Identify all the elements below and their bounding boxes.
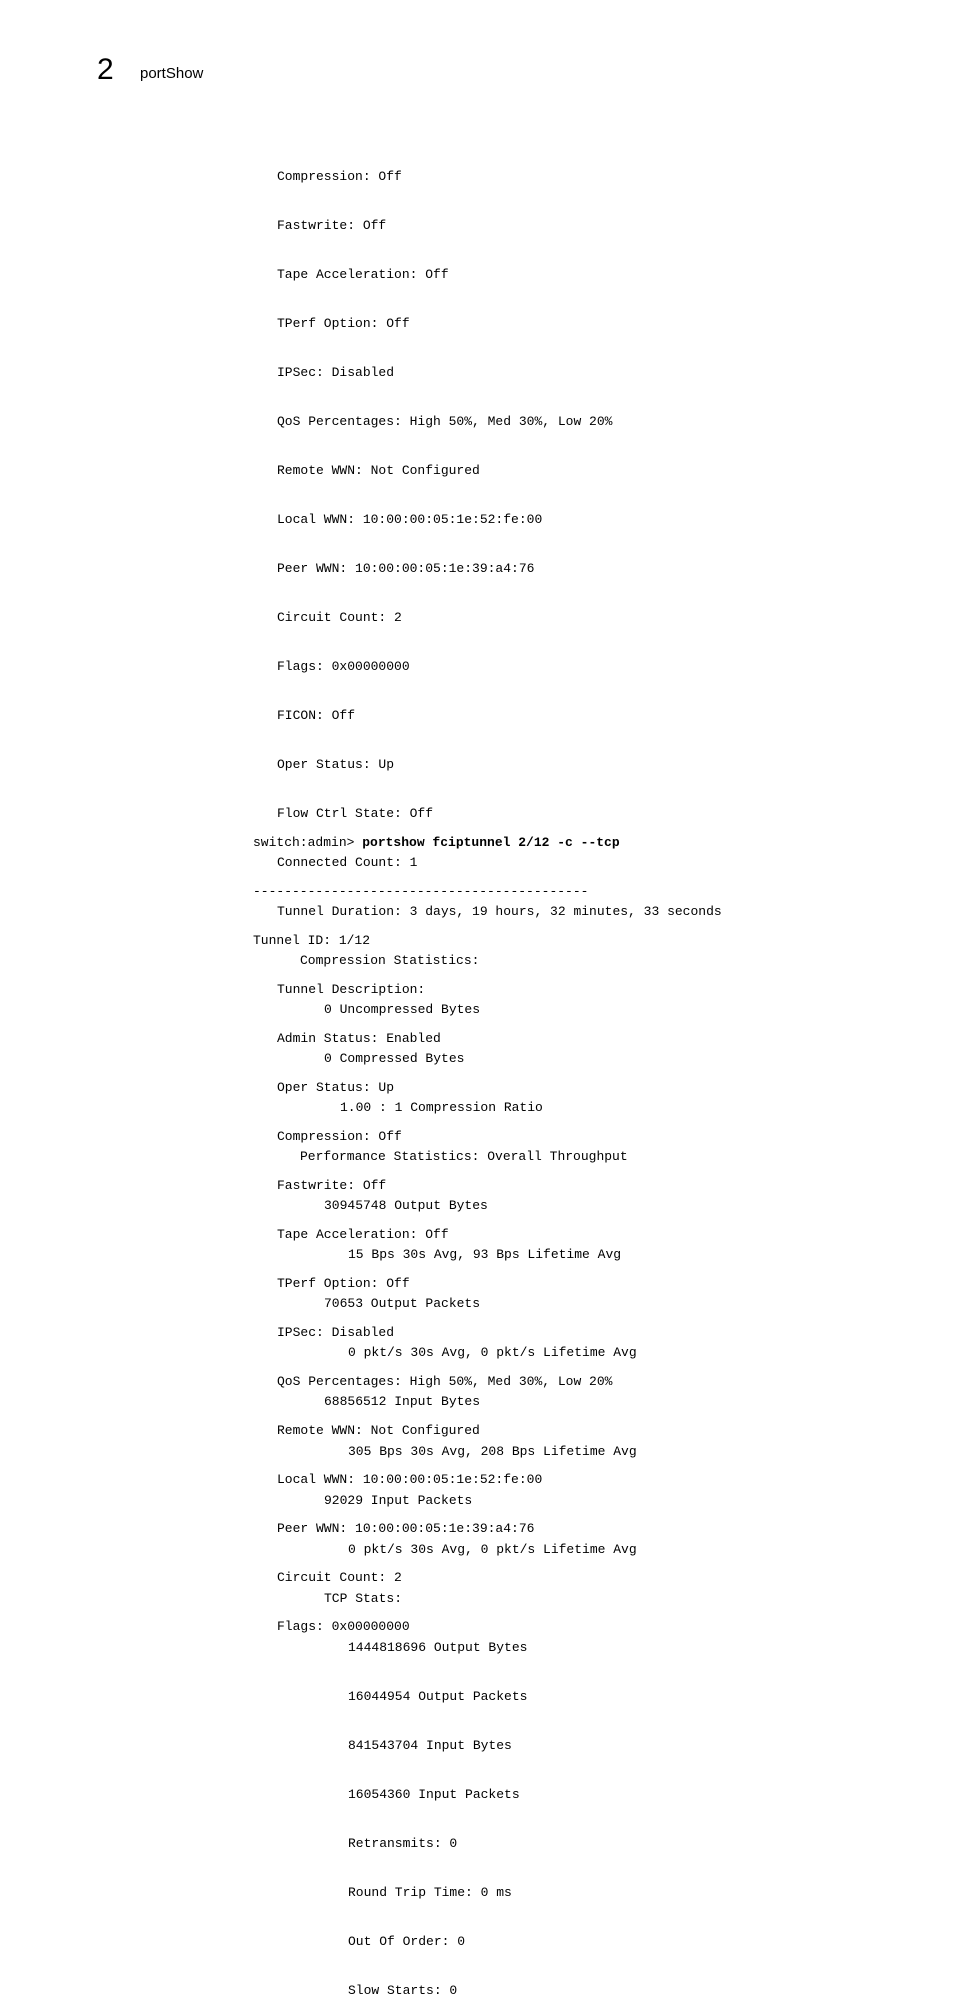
output-line: Out Of Order: 0 bbox=[348, 1933, 466, 1949]
output-line: Fastwrite: Off bbox=[277, 217, 387, 233]
output-line: Retransmits: 0 bbox=[348, 1835, 458, 1851]
output-line: Compression Statistics: bbox=[300, 953, 480, 969]
output-line: 1.00 : 1 Compression Ratio bbox=[340, 1100, 543, 1116]
output-line: Circuit Count: 2 bbox=[277, 1570, 402, 1586]
output-line: Flow Ctrl State: Off bbox=[277, 806, 434, 822]
output-line: 15 Bps 30s Avg, 93 Bps Lifetime Avg bbox=[348, 1247, 622, 1263]
output-line: FICON: Off bbox=[277, 708, 356, 724]
output-line: 0 Uncompressed Bytes bbox=[324, 1002, 481, 1018]
output-line: 841543704 Input Bytes bbox=[348, 1737, 512, 1753]
output-line: 0 pkt/s 30s Avg, 0 pkt/s Lifetime Avg bbox=[348, 1345, 637, 1361]
output-line: 1444818696 Output Bytes bbox=[348, 1639, 528, 1655]
output-line: TCP Stats: bbox=[324, 1590, 403, 1606]
output-line: Peer WWN: 10:00:00:05:1e:39:a4:76 bbox=[277, 560, 535, 576]
output-line: Oper Status: Up bbox=[277, 757, 395, 773]
output-line: Oper Status: Up bbox=[277, 1079, 395, 1095]
separator-line: ------------------------------------------- bbox=[253, 883, 589, 899]
output-line: IPSec: Disabled bbox=[277, 364, 395, 380]
output-line: Remote WWN: Not Configured bbox=[277, 1423, 480, 1439]
output-line: 30945748 Output Bytes bbox=[324, 1198, 488, 1214]
command-example bbox=[253, 802, 620, 1652]
command-text: portshow fciptunnel 2/12 -c --tcp bbox=[362, 834, 620, 850]
output-line: QoS Percentages: High 50%, Med 30%, Low 20% bbox=[277, 1374, 613, 1390]
output-line: Tunnel ID: 1/12 bbox=[253, 932, 371, 948]
output-line: 70653 Output Packets bbox=[324, 1296, 481, 1312]
output-line: Fastwrite: Off bbox=[277, 1177, 387, 1193]
output-line: Peer WWN: 10:00:00:05:1e:39:a4:76 bbox=[277, 1521, 535, 1537]
output-line: Flags: 0x00000000 bbox=[277, 1619, 410, 1635]
output-line: Local WWN: 10:00:00:05:1e:52:fe:00 bbox=[277, 511, 543, 527]
output-line: Performance Statistics: Overall Throughput bbox=[300, 1149, 628, 1165]
output-line: Connected Count: 1 bbox=[277, 855, 418, 871]
output-line: 16054360 Input Packets bbox=[348, 1786, 520, 1802]
output-line: 0 pkt/s 30s Avg, 0 pkt/s Lifetime Avg bbox=[348, 1541, 637, 1557]
output-line: Admin Status: Enabled bbox=[277, 1030, 441, 1046]
shell-prompt: switch:admin> bbox=[253, 834, 363, 850]
output-line: Round Trip Time: 0 ms bbox=[348, 1884, 512, 1900]
output-line: 0 Compressed Bytes bbox=[324, 1051, 465, 1067]
output-line: Remote WWN: Not Configured bbox=[277, 462, 480, 478]
output-line: Tunnel Description: bbox=[277, 981, 426, 997]
output-line: Compression: Off bbox=[277, 168, 402, 184]
output-line: TPerf Option: Off bbox=[277, 1275, 410, 1291]
output-line: Tunnel Duration: 3 days, 19 hours, 32 minutes, 33 seconds bbox=[277, 904, 722, 920]
output-line: 92029 Input Packets bbox=[324, 1492, 473, 1508]
output-line: Tape Acceleration: Off bbox=[277, 266, 449, 282]
output-line: 16044954 Output Packets bbox=[348, 1688, 528, 1704]
command-line bbox=[253, 835, 620, 851]
output-line: QoS Percentages: High 50%, Med 30%, Low 20% bbox=[277, 413, 613, 429]
output-line: Flags: 0x00000000 bbox=[277, 659, 410, 674]
output-line: Compression: Off bbox=[277, 1128, 402, 1144]
output-line: IPSec: Disabled bbox=[277, 1325, 395, 1340]
chapter-number: 2 bbox=[97, 53, 114, 86]
output-line: Tape Acceleration: Off bbox=[277, 1226, 449, 1242]
output-line: Slow Starts: 0 bbox=[348, 1982, 458, 1998]
output-line: Circuit Count: 2 bbox=[277, 609, 402, 625]
output-line: TPerf Option: Off bbox=[277, 315, 410, 331]
output-line: 305 Bps 30s Avg, 208 Bps Lifetime Avg bbox=[348, 1443, 637, 1459]
output-line: 68856512 Input Bytes bbox=[324, 1394, 481, 1410]
output-line: Local WWN: 10:00:00:05:1e:52:fe:00 bbox=[277, 1472, 543, 1488]
section-title: portShow bbox=[140, 65, 204, 82]
